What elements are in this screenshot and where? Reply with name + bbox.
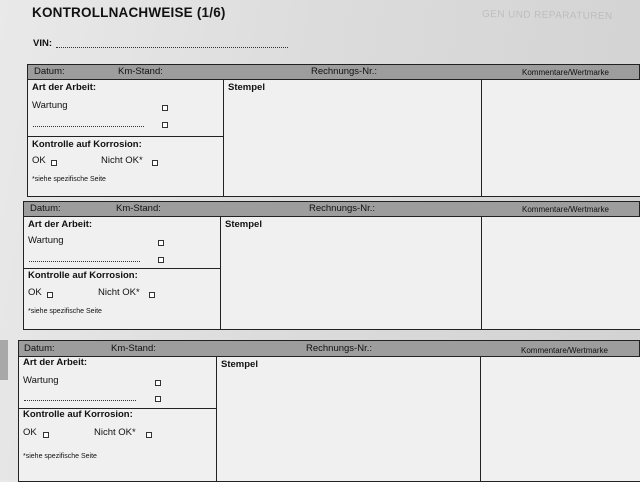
other-work-line[interactable]: [29, 261, 140, 262]
ok-label: OK: [32, 155, 46, 166]
art-der-arbeit-cell: [27, 79, 225, 197]
datum-label: Datum:: [30, 203, 61, 214]
vin-label: VIN:: [33, 38, 52, 49]
kommentare-cell[interactable]: [481, 79, 640, 197]
ok-label: OK: [23, 427, 37, 438]
rechnungs-nr-label: Rechnungs-Nr.:: [311, 66, 378, 77]
kontrolle-korrosion-label: Kontrolle auf Korrosion:: [32, 139, 142, 150]
divider-line: [24, 268, 221, 269]
other-work-checkbox[interactable]: [155, 396, 161, 402]
nicht-ok-checkbox[interactable]: [146, 432, 152, 438]
wartung-checkbox[interactable]: [158, 240, 164, 246]
stempel-label: Stempel: [225, 219, 262, 230]
record-block-3: [18, 340, 640, 480]
record-header: [23, 201, 640, 217]
wartung-checkbox[interactable]: [162, 105, 168, 111]
art-der-arbeit-cell: [18, 356, 218, 482]
nicht-ok-label: Nicht OK*: [101, 155, 143, 166]
page-edge-shadow: [0, 340, 8, 380]
page-title: KONTROLLNACHWEISE (1/6): [32, 5, 226, 20]
bleed-through-text: GEN UND REPARATUREN: [481, 8, 613, 23]
stempel-label: Stempel: [221, 359, 258, 370]
ok-checkbox[interactable]: [43, 432, 49, 438]
ok-checkbox[interactable]: [47, 292, 53, 298]
wartung-checkbox[interactable]: [155, 380, 161, 386]
km-stand-label: Km-Stand:: [111, 343, 156, 354]
wartung-label: Wartung: [32, 100, 68, 111]
kommentare-label: Kommentare/Wertmarke: [522, 68, 609, 77]
kontrolle-korrosion-label: Kontrolle auf Korrosion:: [23, 409, 133, 420]
kommentare-cell[interactable]: [480, 356, 640, 482]
wartung-label: Wartung: [28, 235, 64, 246]
record-header: [18, 340, 640, 357]
other-work-line[interactable]: [24, 400, 136, 401]
stempel-cell[interactable]: [216, 356, 482, 482]
stempel-label: Stempel: [228, 82, 265, 93]
km-stand-label: Km-Stand:: [116, 203, 161, 214]
record-header: [27, 64, 640, 80]
rechnungs-nr-label: Rechnungs-Nr.:: [309, 203, 376, 214]
footnote-text: *siehe spezifische Seite: [28, 308, 102, 315]
kontrolle-korrosion-label: Kontrolle auf Korrosion:: [28, 270, 138, 281]
footnote-text: *siehe spezifische Seite: [32, 176, 106, 183]
nicht-ok-label: Nicht OK*: [98, 287, 140, 298]
kommentare-label: Kommentare/Wertmarke: [521, 346, 608, 355]
nicht-ok-checkbox[interactable]: [152, 160, 158, 166]
vin-input-line[interactable]: [56, 47, 288, 48]
datum-label: Datum:: [24, 343, 55, 354]
wartung-label: Wartung: [23, 375, 59, 386]
km-stand-label: Km-Stand:: [118, 66, 163, 77]
other-work-checkbox[interactable]: [162, 122, 168, 128]
art-der-arbeit-cell: [23, 216, 222, 330]
art-der-arbeit-label: Art der Arbeit:: [23, 357, 88, 368]
art-der-arbeit-label: Art der Arbeit:: [32, 82, 97, 93]
ok-label: OK: [28, 287, 42, 298]
divider-line: [28, 136, 224, 137]
art-der-arbeit-label: Art der Arbeit:: [28, 219, 93, 230]
nicht-ok-checkbox[interactable]: [149, 292, 155, 298]
record-block-1: [27, 64, 640, 196]
kommentare-cell[interactable]: [481, 216, 640, 330]
stempel-cell[interactable]: [220, 216, 483, 330]
record-block-2: [23, 201, 640, 329]
rechnungs-nr-label: Rechnungs-Nr.:: [306, 343, 373, 354]
kommentare-label: Kommentare/Wertmarke: [522, 205, 609, 214]
nicht-ok-label: Nicht OK*: [94, 427, 136, 438]
other-work-line[interactable]: [33, 126, 144, 127]
stempel-cell[interactable]: [223, 79, 483, 197]
datum-label: Datum:: [34, 66, 65, 77]
footnote-text: *siehe spezifische Seite: [23, 453, 97, 460]
ok-checkbox[interactable]: [51, 160, 57, 166]
other-work-checkbox[interactable]: [158, 257, 164, 263]
